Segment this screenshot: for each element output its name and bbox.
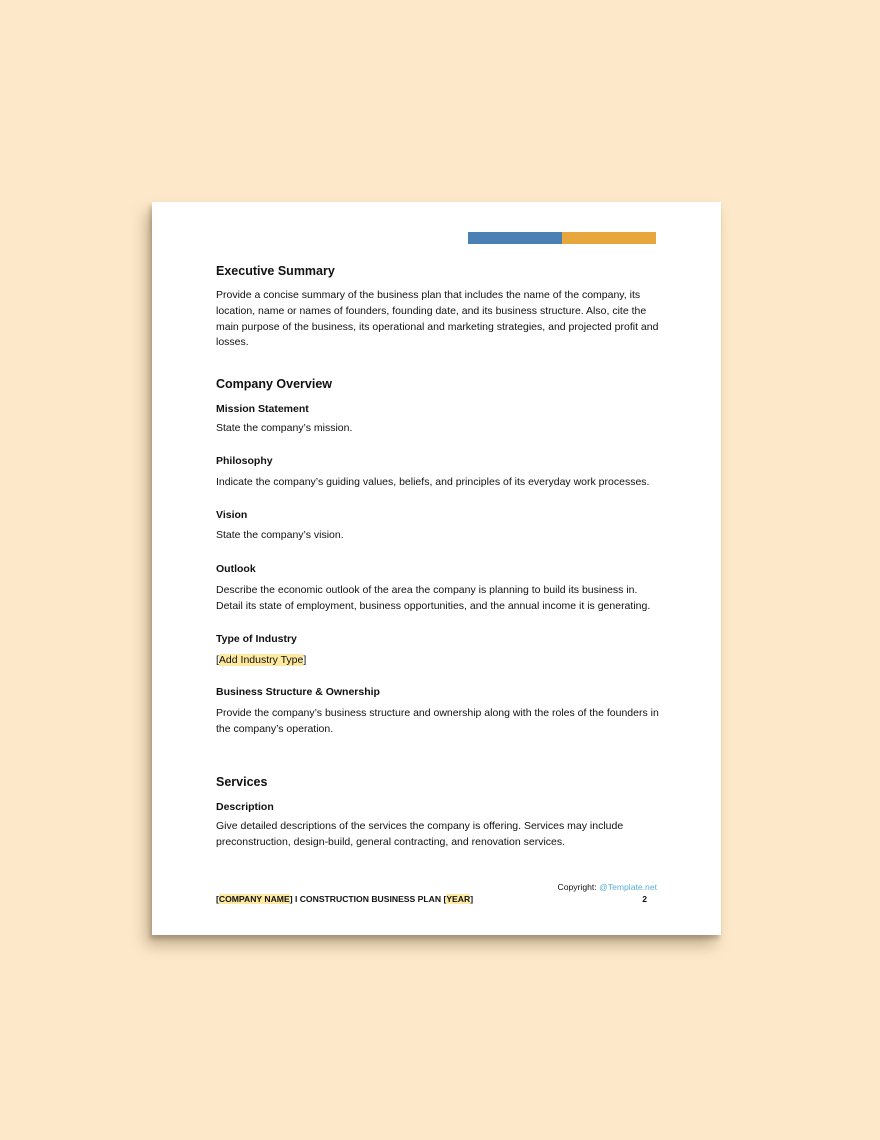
- description-heading: Description: [216, 801, 274, 813]
- industry-value: [216, 653, 664, 669]
- structure-body: Provide the company’s business structure and ownership along with the roles of the founders in the company’s operation.: [216, 707, 659, 735]
- copyright-label: Copyright:: [557, 882, 600, 892]
- bracket-close: ]: [303, 654, 307, 666]
- outlook-heading: Outlook: [216, 563, 256, 575]
- industry-type-placeholder[interactable]: Add Industry Type: [218, 654, 304, 666]
- page-number: 2: [642, 894, 647, 904]
- industry-heading: Type of Industry: [216, 633, 297, 645]
- philosophy-heading: Philosophy: [216, 455, 273, 467]
- mission-body: State the company’s mission.: [216, 422, 353, 434]
- philosophy-body: Indicate the company’s guiding values, beliefs, and principles of its everyday work processes.: [216, 476, 650, 488]
- company-overview-heading: Company Overview: [216, 377, 333, 391]
- document-page: [152, 202, 721, 935]
- footer-title: [COMPANY NAME] I CONSTRUCTION BUSINESS PLAN [YEAR]: [216, 894, 474, 904]
- vision-body: State the company’s vision.: [216, 529, 344, 541]
- outlook-body: Describe the economic outlook of the area the company is planning to build its business in. Detail its state of employment, business opportunities, and the annual income it is generating.: [216, 584, 651, 612]
- copyright: [558, 882, 658, 892]
- mission-heading: Mission Statement: [216, 403, 309, 415]
- accent-bar-blue: [468, 232, 562, 244]
- structure-heading: Business Structure & Ownership: [216, 686, 380, 698]
- description-body: Give detailed descriptions of the services the company is offering. Services may include preconstruction, design-build, general contracting, and renovation services.: [216, 820, 624, 848]
- executive-summary-heading: Executive Summary: [216, 264, 335, 278]
- vision-heading: Vision: [216, 509, 248, 521]
- executive-summary-body: Provide a concise summary of the business plan that includes the name of the company, its location, name or names of founders, founding date, and its business structure. Also, cite the main purpose of the business, its operational and marketing strategies, and projected profit and losses.: [216, 289, 659, 349]
- bracket-open: [: [216, 654, 219, 666]
- company-name-placeholder[interactable]: COMPANY NAME: [218, 894, 290, 904]
- copyright-link[interactable]: @Template.net: [599, 882, 657, 892]
- year-placeholder[interactable]: YEAR: [446, 894, 471, 904]
- services-heading: Services: [216, 775, 268, 789]
- accent-bar-orange: [562, 232, 656, 244]
